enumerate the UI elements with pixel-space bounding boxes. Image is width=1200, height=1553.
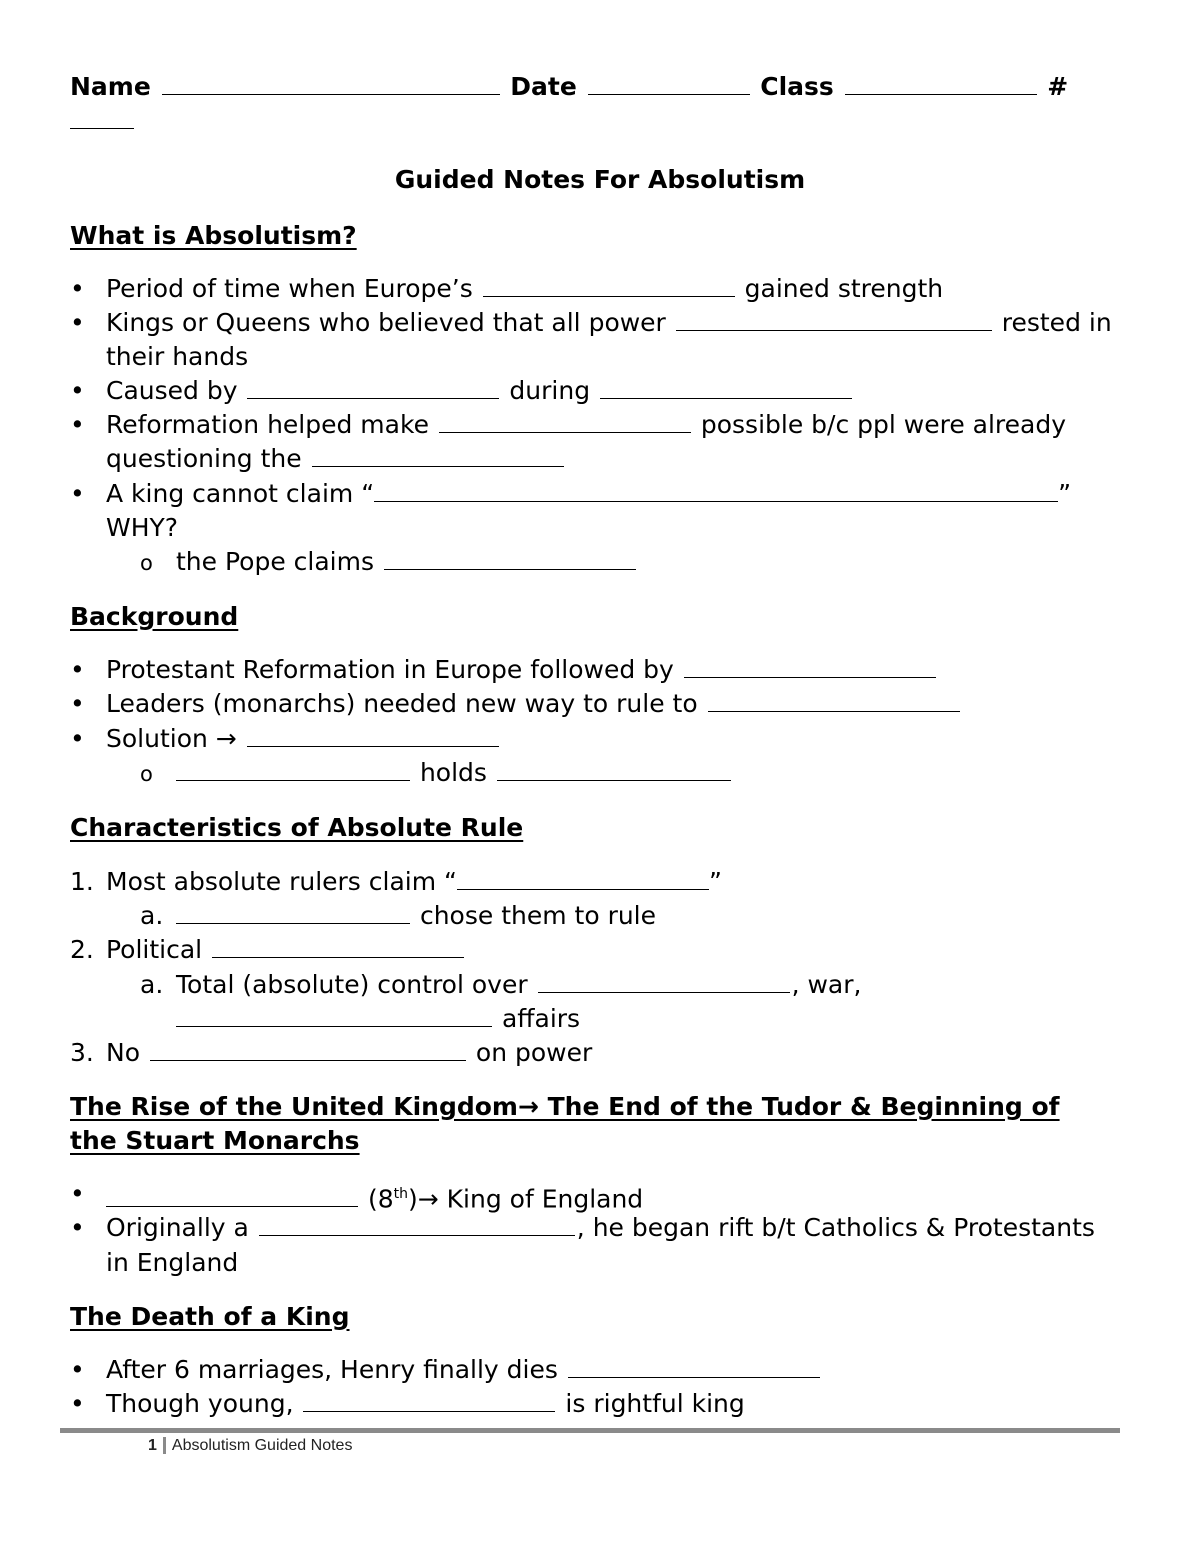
death-b2-blank[interactable] <box>303 1387 555 1412</box>
bullet-icon <box>70 408 106 442</box>
char-i2a-blank[interactable] <box>538 968 790 993</box>
what-b4-text: Reformation helped make <box>106 410 429 439</box>
char-i1-text: Most absolute rulers claim “ <box>106 867 457 896</box>
bullet-icon <box>70 1353 106 1387</box>
background-b3-blank[interactable] <box>247 722 499 747</box>
rise-b1-sup: th <box>393 1186 408 1202</box>
char-i3-post: on power <box>475 1038 593 1067</box>
death-b1-blank[interactable] <box>568 1353 820 1378</box>
name-blank[interactable] <box>162 70 500 95</box>
char-i1-post: ” <box>708 867 722 896</box>
what-b5-post: ” <box>1058 479 1072 508</box>
death-b2-post: is rightful king <box>565 1389 745 1418</box>
what-b3-mid: during <box>509 376 591 405</box>
footer-text: Absolutism Guided Notes <box>171 1437 353 1454</box>
bullet-icon <box>70 722 106 756</box>
date-label: Date <box>510 72 577 101</box>
what-b3-blank-1[interactable] <box>247 374 499 399</box>
char-i1-blank[interactable] <box>457 865 709 890</box>
bullet-icon <box>70 374 106 408</box>
number-blank-line <box>70 104 136 138</box>
background-b3-text: Solution → <box>106 724 237 753</box>
name-label: Name <box>70 72 151 101</box>
char-i3-num: 3. <box>70 1038 94 1067</box>
rise-b2-text: Originally a <box>106 1213 249 1242</box>
sub-bullet-icon <box>140 545 153 580</box>
rise-b1-post: )→ King of England <box>408 1184 644 1214</box>
what-b4-cont-blank[interactable] <box>312 442 564 467</box>
background-b1-blank[interactable] <box>684 653 936 678</box>
background-b2-blank[interactable] <box>708 687 960 712</box>
char-i3-text: No <box>106 1038 140 1067</box>
char-i1a-label: a. <box>140 901 164 930</box>
background-sub-mid: holds <box>419 758 487 787</box>
what-b4-post: possible b/c ppl were already <box>700 410 1067 439</box>
char-i2a-cont: affairs <box>501 1004 581 1033</box>
footer-rule <box>60 1428 1120 1433</box>
what-sub-text: the Pope claims <box>176 547 374 576</box>
char-i1a-text: chose them to rule <box>419 901 657 930</box>
what-b2-cont: their hands <box>106 342 249 371</box>
number-label: # <box>1047 72 1069 101</box>
what-b1-post: gained strength <box>744 274 944 303</box>
bullet-icon <box>70 477 106 511</box>
heading-characteristics: Characteristics of Absolute Rule <box>70 813 524 842</box>
what-b4-cont: questioning the <box>106 444 302 473</box>
char-i2a-post: , war, <box>791 970 862 999</box>
background-sub-blank-2[interactable] <box>497 756 731 781</box>
char-i2a-text: Total (absolute) control over <box>176 970 528 999</box>
heading-rise-line-1: The Rise of the United Kingdom→ The End of the Tudor & Beginning of <box>70 1092 1060 1121</box>
char-i2-text: Political <box>106 935 203 964</box>
what-b4-blank[interactable] <box>439 408 691 433</box>
page-footer <box>148 1436 352 1456</box>
what-b2-post: rested in <box>1001 308 1112 337</box>
rise-b2-post: , he began rift b/t Catholics & Protestants <box>576 1213 1095 1242</box>
rise-b1-paren: (8 <box>367 1184 394 1214</box>
what-b5-cont: WHY? <box>106 513 179 542</box>
bullet-icon <box>70 272 106 306</box>
class-label: Class <box>760 72 834 101</box>
bullet-icon <box>70 1177 106 1211</box>
char-i1a-blank[interactable] <box>176 899 410 924</box>
char-i3-blank[interactable] <box>150 1036 466 1061</box>
what-sub-blank[interactable] <box>384 545 636 570</box>
bullet-icon <box>70 1387 106 1421</box>
bullet-icon <box>70 306 106 340</box>
what-b2-text: Kings or Queens who believed that all power <box>106 308 666 337</box>
what-b2-blank[interactable] <box>676 306 992 331</box>
bullet-icon <box>70 1211 106 1245</box>
class-blank[interactable] <box>845 70 1037 95</box>
what-b3-text: Caused by <box>106 376 238 405</box>
rise-b2-cont: in England <box>106 1248 239 1277</box>
what-b3-blank-2[interactable] <box>600 374 852 399</box>
death-b2-text: Though young, <box>106 1389 294 1418</box>
rise-b1-blank[interactable] <box>106 1182 358 1207</box>
what-b1-text: Period of time when Europe’s <box>106 274 473 303</box>
heading-death-of-a-king: The Death of a King <box>70 1302 350 1331</box>
footer-page-number: 1 <box>148 1437 166 1454</box>
background-b2-text: Leaders (monarchs) needed new way to rule to <box>106 689 698 718</box>
what-b5-text: A king cannot claim “ <box>106 479 375 508</box>
death-b1-text: After 6 marriages, Henry finally dies <box>106 1355 558 1384</box>
heading-background: Background <box>70 602 239 631</box>
what-b5-blank[interactable] <box>374 477 1058 502</box>
background-b1-text: Protestant Reformation in Europe followed by <box>106 655 674 684</box>
sub-bullet-icon <box>140 756 153 791</box>
heading-rise-line-2: the Stuart Monarchs <box>70 1126 360 1155</box>
bullet-icon <box>70 653 106 687</box>
char-i1-num: 1. <box>70 867 94 896</box>
header-fields <box>70 70 1068 104</box>
page-title: Guided Notes For Absolutism <box>394 165 806 194</box>
char-i2-blank[interactable] <box>212 933 464 958</box>
number-blank[interactable] <box>70 104 134 129</box>
bullet-icon <box>70 687 106 721</box>
what-b1-blank[interactable] <box>483 272 735 297</box>
char-i2a-cont-blank[interactable] <box>176 1002 492 1027</box>
background-sub-blank-1[interactable] <box>176 756 410 781</box>
char-i2a-label: a. <box>140 970 164 999</box>
date-blank[interactable] <box>588 70 750 95</box>
char-i2-num: 2. <box>70 935 94 964</box>
rise-b2-blank[interactable] <box>259 1211 575 1236</box>
heading-what-is-absolutism: What is Absolutism? <box>70 221 357 250</box>
